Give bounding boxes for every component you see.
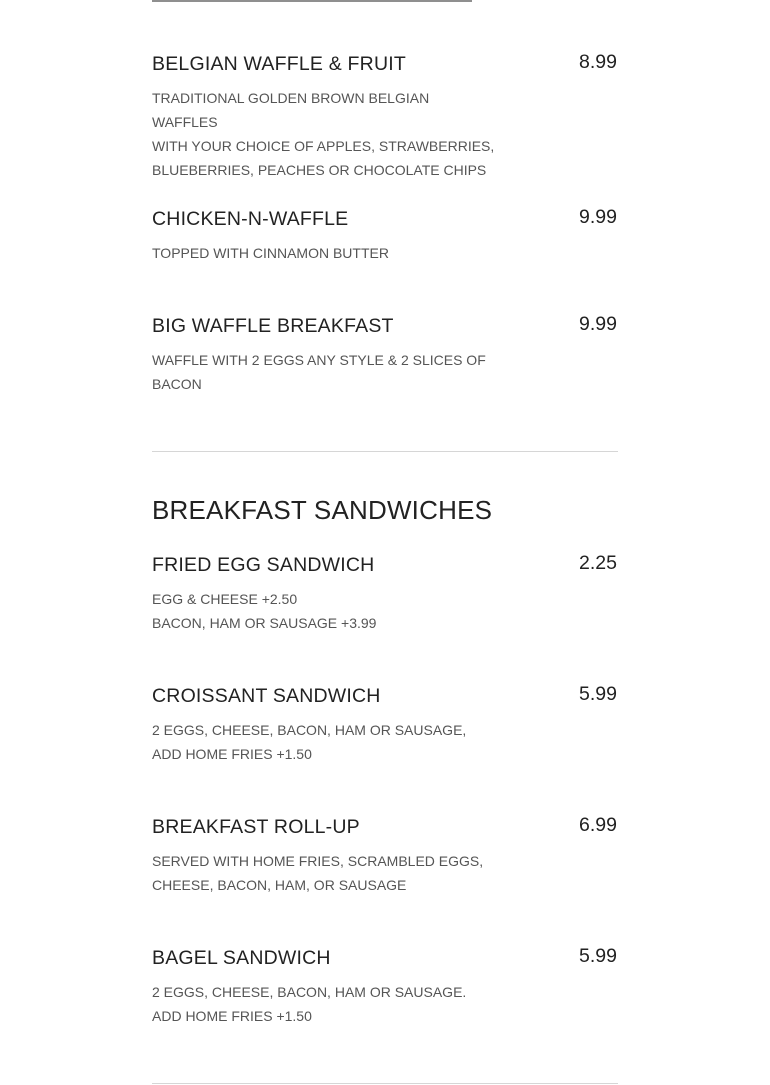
menu-item-name: FRIED EGG SANDWICH [152, 554, 375, 576]
menu-item-description: 2 EGGS, CHEESE, BACON, HAM OR SAUSAGE, ADD HOME FRIES +1.50 [152, 722, 467, 762]
menu-item-name: CROISSANT SANDWICH [152, 685, 381, 707]
menu-item-name: BREAKFAST ROLL-UP [152, 816, 360, 838]
menu-item-price: 8.99 [579, 51, 617, 73]
menu-item-price: 9.99 [579, 206, 617, 228]
menu-item-description: EGG & CHEESE +2.50 BACON, HAM OR SAUSAGE +3.99 [152, 591, 377, 631]
menu-item-price: 5.99 [579, 945, 617, 967]
menu-item-price: 5.99 [579, 683, 617, 705]
menu-item-price: 9.99 [579, 313, 617, 335]
section-heading-cut-off [152, 0, 482, 4]
menu-item-name: BAGEL SANDWICH [152, 947, 331, 969]
menu-item-price: 6.99 [579, 814, 617, 836]
section-divider [152, 451, 618, 452]
section-title: BREAKFAST SANDWICHES [152, 495, 493, 525]
menu-item-description: 2 EGGS, CHEESE, BACON, HAM OR SAUSAGE. ADD HOME FRIES +1.50 [152, 984, 467, 1024]
menu-item-price: 2.25 [579, 552, 617, 574]
menu-item-name: BELGIAN WAFFLE & FRUIT [152, 53, 406, 75]
menu-item-description: WAFFLE WITH 2 EGGS ANY STYLE & 2 SLICES OF BACON [152, 352, 486, 392]
menu-item-description: TRADITIONAL GOLDEN BROWN BELGIAN WAFFLES WITH YOUR CHOICE OF APPLES, STRAWBERRIES, BLUEBERRIES, PEACHES OR CHOCOLATE CHIPS [152, 90, 495, 178]
menu-item-name: CHICKEN-N-WAFFLE [152, 208, 349, 230]
section-divider [152, 1083, 618, 1084]
menu-item-description: TOPPED WITH CINNAMON BUTTER [152, 245, 389, 261]
menu-item-description: SERVED WITH HOME FRIES, SCRAMBLED EGGS, CHEESE, BACON, HAM, OR SAUSAGE [152, 853, 484, 893]
menu-item-name: BIG WAFFLE BREAKFAST [152, 315, 394, 337]
